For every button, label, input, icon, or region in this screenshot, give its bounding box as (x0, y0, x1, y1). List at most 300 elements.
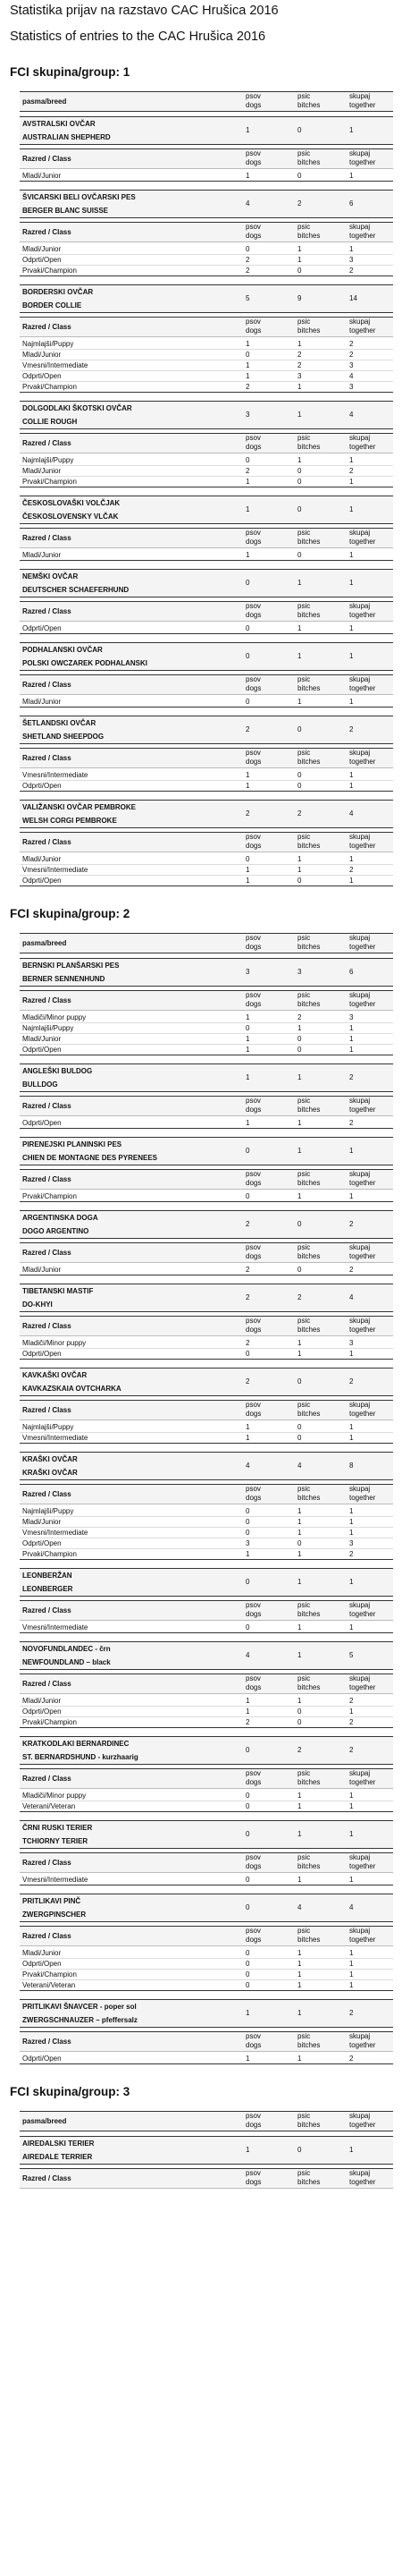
column-header-together (349, 149, 375, 167)
class-row (20, 372, 393, 382)
column-header-dogs (246, 223, 261, 241)
class-header-row (20, 1316, 393, 1336)
breed-row (20, 496, 393, 524)
column-header-bitches-line1: psic (297, 92, 311, 100)
class-name: Mladi/Junior (22, 1518, 62, 1526)
class-together-count: 1 (349, 1970, 354, 1979)
column-header-class: Razred / Class (22, 996, 71, 1004)
breed-name (22, 1572, 72, 1594)
breed-together-count: 1 (349, 126, 354, 134)
column-header-together-line1: skupaj (349, 1601, 371, 1609)
column-header-bitches-line1: psic (297, 2032, 311, 2040)
column-header-dogs-line2: dogs (246, 443, 262, 451)
breed-together-count: 8 (349, 1462, 354, 1470)
class-name: Najmlajši/Puppy (22, 456, 74, 464)
class-name: Mladi/Junior (22, 855, 62, 863)
column-header-class: Razred / Class (22, 439, 71, 447)
class-row (20, 1266, 393, 1275)
column-header-dogs-line2: dogs (246, 842, 262, 850)
column-header-bitches (297, 149, 320, 167)
column-header-bitches-line2: bitches (297, 1000, 321, 1008)
column-header-together (349, 318, 375, 335)
column-header-bitches-line1: psic (297, 749, 311, 757)
class-together-count: 1 (349, 1707, 354, 1716)
breed-dogs-count: 4 (246, 1651, 250, 1659)
column-header-dogs-line2: dogs (246, 943, 262, 951)
class-header-row (20, 222, 393, 242)
class-dogs-count: 2 (246, 383, 250, 391)
breed-name-sl: KAVKAŠKI OVČAR (22, 1371, 88, 1379)
class-name: Mladi/Junior (22, 1949, 62, 1957)
class-row (20, 245, 393, 255)
class-dogs-count: 2 (246, 256, 250, 264)
column-header-bitches-line1: psic (297, 529, 311, 537)
column-header-class: Razred / Class (22, 534, 71, 542)
class-row (20, 478, 393, 487)
class-dogs-count: 0 (246, 1792, 250, 1800)
class-together-count: 1 (349, 1529, 354, 1537)
column-header-bitches-line2: bitches (297, 1410, 321, 1418)
class-header-row (20, 1926, 393, 1946)
column-header-together-line2: together (349, 684, 376, 692)
breed-name (22, 1067, 92, 1089)
column-header-bitches (297, 1674, 320, 1692)
breed-dogs-count: 1 (246, 126, 250, 134)
class-bitches-count: 2 (297, 351, 302, 359)
class-together-count: 1 (349, 1960, 354, 1968)
column-header-class: Razred / Class (22, 1322, 71, 1330)
class-bitches-count: 1 (297, 1119, 302, 1127)
class-bitches-count: 0 (297, 1434, 302, 1442)
class-name: Mladi/Junior (22, 1035, 62, 1043)
class-dogs-count: 0 (246, 1507, 250, 1515)
breed-bitches-count: 1 (297, 1830, 302, 1838)
breed-dogs-count: 2 (246, 1293, 250, 1301)
class-bitches-count: 0 (297, 877, 302, 885)
column-header-together-line1: skupaj (349, 434, 371, 442)
column-header-bitches (297, 434, 320, 452)
column-header-together (349, 1170, 375, 1188)
class-row (20, 855, 393, 865)
class-bitches-count: 1 (297, 1949, 302, 1957)
breed-together-count: 6 (349, 968, 354, 976)
breed-together-count: 2 (349, 1377, 354, 1385)
class-header-row (20, 1096, 393, 1116)
breed-dogs-count: 1 (246, 1073, 250, 1081)
class-together-count: 1 (349, 478, 354, 486)
column-header-bitches-line1: psic (297, 2112, 311, 2120)
column-header-together-line1: skupaj (349, 934, 371, 942)
class-together-count: 1 (349, 551, 354, 559)
class-row (20, 1339, 393, 1349)
column-header-together-line1: skupaj (349, 223, 371, 231)
class-name: Odprti/Open (22, 2055, 62, 2063)
class-name: Vmesni/Intermediate (22, 1529, 88, 1537)
column-header-class: Razred / Class (22, 1102, 71, 1110)
class-together-count: 1 (349, 877, 354, 885)
class-row (20, 1539, 393, 1549)
class-name: Mladi/Junior (22, 467, 62, 475)
column-header-class: Razred / Class (22, 1775, 71, 1783)
class-name: Najmlajši/Puppy (22, 1423, 74, 1431)
class-name: Mladiči/Minor puppy (22, 1339, 87, 1347)
column-header-together-line2: together (349, 158, 376, 166)
column-header-row (20, 933, 393, 953)
class-header-row (20, 1484, 393, 1504)
class-row (20, 1192, 393, 1202)
class-name: Vmesni/Intermediate (22, 361, 88, 369)
column-header-dogs-line1: psov (246, 602, 261, 610)
column-header-class: Razred / Class (22, 754, 71, 762)
class-bitches-count: 1 (297, 1350, 302, 1358)
column-header-together-line1: skupaj (349, 92, 371, 100)
column-header-bitches-line1: psic (297, 1401, 311, 1409)
class-bitches-count: 0 (297, 467, 302, 475)
column-header-bitches-line2: bitches (297, 943, 321, 951)
breed-dogs-count: 0 (246, 1830, 250, 1838)
class-dogs-count: 0 (246, 1949, 250, 1957)
column-header-dogs-line1: psov (246, 2112, 261, 2120)
class-dogs-count: 1 (246, 551, 250, 559)
column-header-together-line2: together (349, 1683, 376, 1691)
class-name: Veterani/Veteran (22, 1981, 76, 1989)
breed-bitches-count: 1 (297, 2009, 302, 2017)
breed-together-count: 1 (349, 579, 354, 587)
column-header-together-line1: skupaj (349, 1243, 371, 1251)
breed-bitches-count: 1 (297, 1651, 302, 1659)
class-together-count: 1 (349, 855, 354, 863)
column-header-bitches (297, 2169, 320, 2187)
column-header-class: Razred / Class (22, 2174, 71, 2182)
column-header-dogs-line2: dogs (246, 232, 262, 240)
breed-name-sl: LEONBERŽAN (22, 1572, 72, 1580)
class-bitches-count: 1 (297, 256, 302, 264)
breed-dogs-count: 4 (246, 199, 250, 208)
class-name: Odprti/Open (22, 1539, 62, 1547)
class-row (20, 1792, 393, 1801)
column-header-together-line2: together (349, 1252, 376, 1260)
class-dogs-count: 0 (246, 624, 250, 632)
breed-name-sl: TIBETANSKI MASTIF (22, 1287, 94, 1295)
class-name: Vmesni/Intermediate (22, 1876, 88, 1884)
column-header-bitches (297, 1097, 320, 1114)
column-header-bitches (297, 602, 320, 620)
class-header-row (20, 601, 393, 622)
breed-name-en: BERNER SENNENHUND (22, 975, 105, 983)
class-dogs-count: 0 (246, 456, 250, 464)
column-header-dogs-line2: dogs (246, 101, 262, 109)
breed-row (20, 1063, 393, 1092)
breed-name-sl: ČESKOSLOVAŠKI VOLČJAK (22, 499, 121, 507)
class-row (20, 698, 393, 708)
breed-name-en: AIREDALE TERRIER (22, 2153, 93, 2161)
class-header-row (20, 317, 393, 337)
column-header-bitches (297, 223, 320, 241)
breed-name (22, 193, 136, 216)
class-name: Odprti/Open (22, 877, 62, 885)
class-header-row (20, 1768, 393, 1789)
breed-row (20, 1641, 393, 1670)
breed-dogs-count: 0 (246, 1578, 250, 1586)
breed-dogs-count: 2 (246, 725, 250, 733)
class-bitches-count: 1 (297, 698, 302, 706)
class-together-count: 3 (349, 1013, 354, 1021)
class-dogs-count: 1 (246, 1550, 250, 1558)
class-row (20, 1802, 393, 1812)
column-header-dogs-line1: psov (246, 434, 261, 442)
class-name: Veterani/Veteran (22, 1802, 76, 1810)
column-header-bitches-line2: bitches (297, 1179, 321, 1187)
column-header-dogs (246, 1769, 261, 1787)
class-dogs-count: 1 (246, 877, 250, 885)
column-header-dogs (246, 92, 261, 110)
column-header-bitches (297, 92, 320, 110)
class-name: Odprti/Open (22, 1707, 62, 1716)
class-together-count: 1 (349, 1876, 354, 1884)
class-dogs-count: 1 (246, 1707, 250, 1716)
column-header-bitches (297, 2112, 320, 2130)
breed-dogs-count: 0 (246, 1903, 250, 1911)
column-header-dogs-line2: dogs (246, 1000, 262, 1008)
class-header-row (20, 2031, 393, 2052)
column-header-dogs-line1: psov (246, 1769, 261, 1777)
breed-together-count: 2 (349, 725, 354, 733)
breed-name-sl: DOLGODLAKI ŠKOTSKI OVČAR (22, 404, 132, 412)
column-header-class: Razred / Class (22, 323, 71, 331)
breed-name-en: POLSKI OWCZAREK PODHALANSKI (22, 659, 147, 667)
class-bitches-count: 0 (297, 771, 302, 779)
breed-row (20, 284, 393, 313)
breed-together-count: 4 (349, 411, 354, 419)
column-header-together-line2: together (349, 101, 376, 109)
column-header-together (349, 2112, 375, 2130)
column-header-dogs (246, 1401, 261, 1419)
breed-name-en: BERGER BLANC SUISSE (22, 207, 109, 215)
breed-together-count: 14 (349, 294, 357, 302)
column-header-together (349, 1769, 375, 1787)
class-dogs-count: 0 (246, 1518, 250, 1526)
breed-bitches-count: 0 (297, 126, 302, 134)
breed-bitches-count: 2 (297, 1746, 302, 1754)
column-header-together-line1: skupaj (349, 2112, 371, 2120)
column-header-dogs-line1: psov (246, 1317, 261, 1325)
class-dogs-count: 1 (246, 172, 250, 180)
breed-name (22, 719, 104, 741)
class-row (20, 1707, 393, 1717)
class-dogs-count: 2 (246, 1266, 250, 1274)
column-header-breed: pasma/breed (22, 97, 67, 106)
breed-together-count: 2 (349, 1746, 354, 1754)
breed-row (20, 116, 393, 145)
column-header-bitches (297, 318, 320, 335)
breed-dogs-count: 0 (246, 1746, 250, 1754)
class-dogs-count: 0 (246, 698, 250, 706)
class-together-count: 1 (349, 1350, 354, 1358)
breed-together-count: 2 (349, 1073, 354, 1081)
class-bitches-count: 1 (297, 2055, 302, 2063)
breed-dogs-count: 1 (246, 2009, 250, 2017)
breed-row (20, 569, 393, 597)
breed-together-count: 2 (349, 1220, 354, 1228)
class-row (20, 340, 393, 350)
class-row (20, 1550, 393, 1560)
breed-name (22, 120, 111, 142)
column-header-together-line1: skupaj (349, 1853, 371, 1861)
column-header-dogs-line1: psov (246, 1853, 261, 1861)
class-dogs-count: 1 (246, 1434, 250, 1442)
class-bitches-count: 1 (297, 1192, 302, 1200)
breed-row (20, 800, 393, 828)
column-header-dogs (246, 529, 261, 547)
class-dogs-count: 1 (246, 771, 250, 779)
breed-row (20, 2136, 393, 2165)
column-header-together (349, 1097, 375, 1114)
column-header-bitches (297, 1401, 320, 1419)
class-dogs-count: 0 (246, 1802, 250, 1810)
breed-bitches-count: 1 (297, 1073, 302, 1081)
class-together-count: 1 (349, 698, 354, 706)
breed-bitches-count: 1 (297, 1147, 302, 1155)
breed-name-en: DOGO ARGENTINO (22, 1227, 89, 1235)
breed-row (20, 1452, 393, 1480)
class-together-count: 2 (349, 467, 354, 475)
class-together-count: 2 (349, 1718, 354, 1726)
column-header-dogs (246, 833, 261, 851)
breed-name-en: ČESKOSLOVENSKY VLČAK (22, 513, 119, 521)
class-name: Odprti/Open (22, 1350, 62, 1358)
class-name: Odprti/Open (22, 1046, 62, 1054)
column-header-bitches-line2: bitches (297, 158, 321, 166)
column-header-together-line2: together (349, 1179, 376, 1187)
class-together-count: 3 (349, 1539, 354, 1547)
class-bitches-count: 0 (297, 1539, 302, 1547)
column-header-together-line2: together (349, 2121, 376, 2129)
class-bitches-count: 1 (297, 1697, 302, 1705)
breed-name-sl: VALIŽANSKI OVČAR PEMBROKE (22, 803, 136, 811)
column-header-bitches-line1: psic (297, 1170, 311, 1178)
class-name: Mladi/Junior (22, 245, 62, 253)
class-bitches-count: 1 (297, 1960, 302, 1968)
class-row (20, 1507, 393, 1517)
class-dogs-count: 0 (246, 245, 250, 253)
class-dogs-count: 1 (246, 1013, 250, 1021)
column-header-bitches-line2: bitches (297, 842, 321, 850)
class-dogs-count: 1 (246, 340, 250, 348)
class-together-count: 1 (349, 1518, 354, 1526)
class-row (20, 1434, 393, 1444)
breed-dogs-count: 1 (246, 505, 250, 513)
column-header-breed: pasma/breed (22, 2117, 67, 2125)
column-header-bitches-line1: psic (297, 1097, 311, 1105)
breed-together-count: 5 (349, 1651, 354, 1659)
column-header-together (349, 1317, 375, 1335)
column-header-together (349, 1485, 375, 1503)
class-row (20, 1718, 393, 1728)
breed-name-en: TCHIORNY TERIER (22, 1837, 88, 1845)
class-together-count: 2 (349, 267, 354, 275)
column-header-together (349, 92, 375, 110)
class-row (20, 267, 393, 276)
class-name: Prvaki/Champion (22, 383, 77, 391)
breed-row (20, 190, 393, 218)
breed-row (20, 1368, 393, 1396)
column-header-bitches (297, 675, 320, 693)
column-header-bitches-line1: psic (297, 1853, 311, 1861)
column-header-together-line1: skupaj (349, 1927, 371, 1935)
class-row (20, 1949, 393, 1959)
column-header-together-line2: together (349, 2178, 376, 2186)
column-header-together-line2: together (349, 611, 376, 619)
column-header-bitches (297, 529, 320, 547)
column-header-bitches-line2: bitches (297, 758, 321, 766)
breed-together-count: 1 (349, 652, 354, 660)
class-row (20, 1960, 393, 1970)
column-header-bitches-line2: bitches (297, 1862, 321, 1870)
class-name: Odprti/Open (22, 256, 62, 264)
column-header-bitches-line2: bitches (297, 1683, 321, 1691)
class-together-count: 1 (349, 1792, 354, 1800)
class-together-count: 1 (349, 1981, 354, 1989)
breed-row (20, 401, 393, 429)
column-header-dogs-line1: psov (246, 934, 261, 942)
column-header-together (349, 434, 375, 452)
column-header-bitches-line1: psic (297, 1317, 311, 1325)
breed-bitches-count: 0 (297, 2146, 302, 2154)
class-dogs-count: 3 (246, 1539, 250, 1547)
column-header-dogs (246, 749, 261, 767)
column-header-bitches-line1: psic (297, 1927, 311, 1935)
column-header-dogs-line2: dogs (246, 538, 262, 546)
column-header-together (349, 833, 375, 851)
column-header-bitches-line2: bitches (297, 326, 321, 335)
breed-name-sl: PRITLIKAVI PINČ (22, 1897, 81, 1905)
column-header-class: Razred / Class (22, 155, 71, 163)
breed-name (22, 1824, 92, 1846)
class-row (20, 877, 393, 886)
breed-name-en: LEONBERGER (22, 1585, 73, 1593)
breed-bitches-count: 1 (297, 1578, 302, 1586)
column-header-bitches-line2: bitches (297, 611, 321, 619)
breed-name-sl: BORDERSKI OVČAR (22, 288, 94, 296)
class-row (20, 1876, 393, 1885)
class-dogs-count: 1 (246, 866, 250, 874)
class-name: Najmlajši/Puppy (22, 1024, 74, 1032)
class-name: Prvaki/Champion (22, 1550, 77, 1558)
column-header-together-line1: skupaj (349, 1097, 371, 1105)
class-header-row (20, 748, 393, 768)
column-header-bitches (297, 1243, 320, 1261)
class-bitches-count: 0 (297, 1423, 302, 1431)
class-bitches-count: 1 (297, 1802, 302, 1810)
class-name: Prvaki/Champion (22, 267, 77, 275)
breed-together-count: 1 (349, 1830, 354, 1838)
breed-name-sl: ANGLEŠKI BULDOG (22, 1067, 93, 1075)
breed-row (20, 958, 393, 987)
column-header-dogs-line2: dogs (246, 684, 262, 692)
column-header-dogs-line1: psov (246, 749, 261, 757)
column-header-bitches-line2: bitches (297, 101, 321, 109)
breed-name-en: WELSH CORGI PEMBROKE (22, 817, 117, 825)
class-name: Odprti/Open (22, 1119, 62, 1127)
column-header-dogs-line1: psov (246, 1097, 261, 1105)
class-bitches-count: 1 (297, 1792, 302, 1800)
column-header-dogs-line2: dogs (246, 1862, 262, 1870)
column-header-dogs (246, 1674, 261, 1692)
class-row (20, 1518, 393, 1528)
class-dogs-count: 2 (246, 467, 250, 475)
column-header-together-line2: together (349, 1610, 376, 1618)
breed-row (20, 1894, 393, 1922)
